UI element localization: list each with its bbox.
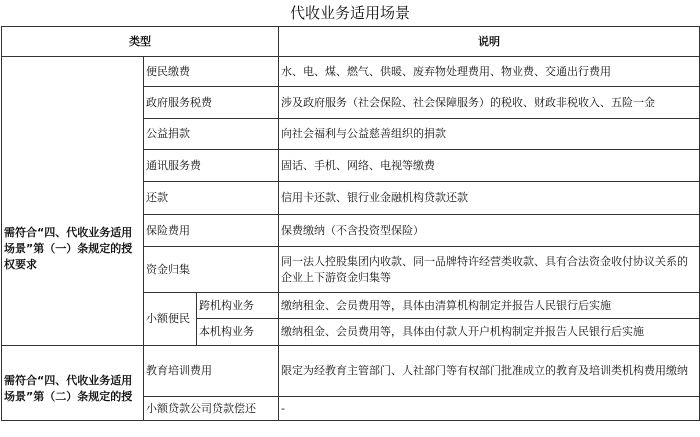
description-cell: 信用卡还款、银行业金融机构贷款还款 bbox=[279, 182, 700, 215]
description-cell: 限定为经教育主管部门、人社部门等有权部门批准成立的教育及培训类机构费用缴纳 bbox=[279, 346, 700, 397]
header-type: 类型 bbox=[2, 27, 279, 57]
type-cell: 本机构业务 bbox=[197, 319, 279, 346]
table-row bbox=[2, 346, 700, 397]
small-convenience-label: 小额便民 bbox=[144, 293, 197, 346]
description-cell: - bbox=[279, 397, 700, 421]
header-description: 说明 bbox=[279, 27, 700, 57]
type-cell: 通讯服务费 bbox=[144, 150, 279, 182]
description-cell: 保费缴纳（不含投资型保险） bbox=[279, 215, 700, 247]
description-cell: 向社会福利与公益慈善组织的捐款 bbox=[279, 119, 700, 150]
description-cell: 固话、手机、网络、电视等缴费 bbox=[279, 150, 700, 182]
description-cell: 同一法人控股集团内收款、同一品牌特许经营类收款、具有合法资金收付协议关系的企业上下游资金归集等 bbox=[279, 247, 700, 293]
type-cell: 教育培训费用 bbox=[144, 346, 279, 397]
table-title: 代收业务适用场景 bbox=[289, 4, 410, 22]
description-cell: 涉及政府服务（社会保险、社会保障服务）的税收、财政非税收入、五险一金 bbox=[279, 87, 700, 119]
scenario-table bbox=[1, 26, 700, 421]
group-1-label: 需符合“四、代收业务适用场景”第（一）条规定的授权要求 bbox=[2, 57, 144, 346]
type-cell: 跨机构业务 bbox=[197, 293, 279, 319]
type-cell: 便民缴费 bbox=[144, 57, 279, 87]
type-cell: 公益捐款 bbox=[144, 119, 279, 150]
description-cell: 缴纳租金、会员费用等，具体由清算机构制定并报告人民银行后实施 bbox=[279, 293, 700, 319]
table-row bbox=[2, 57, 700, 87]
type-cell: 保险费用 bbox=[144, 215, 279, 247]
type-cell: 还款 bbox=[144, 182, 279, 215]
description-cell: 水、电、煤、燃气、供暖、废弃物处理费用、物业费、交通出行费用 bbox=[279, 57, 700, 87]
description-cell: 缴纳租金、会员费用等，具体由付款人开户机构制定并报告人民银行后实施 bbox=[279, 319, 700, 346]
type-cell: 政府服务税费 bbox=[144, 87, 279, 119]
group-2-label: 需符合“四、代收业务适用场景”第（二）条规定的授 bbox=[2, 346, 144, 421]
type-cell: 小额贷款公司贷款偿还 bbox=[144, 397, 279, 421]
type-cell: 资金归集 bbox=[144, 247, 279, 293]
header-row bbox=[2, 27, 700, 57]
